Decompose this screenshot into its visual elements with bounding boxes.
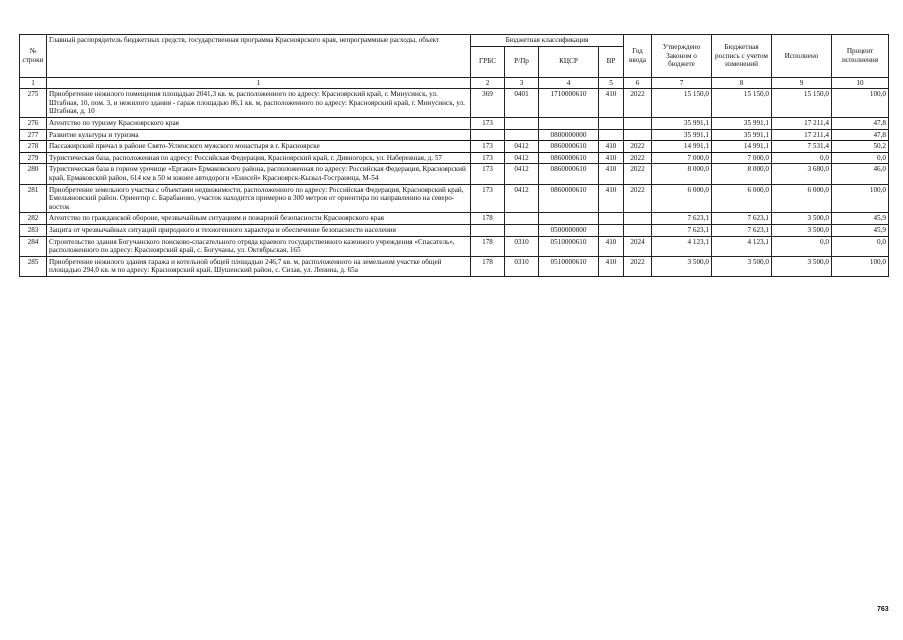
cell-rzpr bbox=[505, 117, 539, 129]
cell-year: 2022 bbox=[624, 141, 652, 153]
cell-grbs: 173 bbox=[471, 141, 505, 153]
cell-rzpr: 0310 bbox=[505, 236, 539, 256]
cell-approved: 7 000,0 bbox=[652, 152, 712, 164]
header-vr: ВР bbox=[599, 46, 624, 77]
cell-vr: 410 bbox=[599, 89, 624, 118]
column-number: 6 bbox=[624, 77, 652, 89]
cell-executed: 3 500,0 bbox=[772, 256, 832, 276]
cell-percent: 50,2 bbox=[832, 141, 889, 153]
cell-approved: 14 991,1 bbox=[652, 141, 712, 153]
cell-kcsr: 0860000610 bbox=[539, 141, 599, 153]
cell-executed: 17 211,4 bbox=[772, 117, 832, 129]
cell-kcsr: 0500000000 bbox=[539, 224, 599, 236]
cell-executed: 3 500,0 bbox=[772, 213, 832, 225]
cell-kcsr: 0860000610 bbox=[539, 184, 599, 213]
cell-rzpr: 0412 bbox=[505, 141, 539, 153]
cell-percent: 45,9 bbox=[832, 224, 889, 236]
cell-approved: 7 623,1 bbox=[652, 213, 712, 225]
cell-grbs: 173 bbox=[471, 152, 505, 164]
cell-percent: 100,0 bbox=[832, 184, 889, 213]
cell-year: 2022 bbox=[624, 164, 652, 184]
cell-percent: 100,0 bbox=[832, 256, 889, 276]
cell-vr bbox=[599, 224, 624, 236]
page-number: 763 bbox=[877, 606, 889, 613]
cell-grbs: 178 bbox=[471, 213, 505, 225]
cell-rzpr bbox=[505, 129, 539, 141]
cell-approved: 3 500,0 bbox=[652, 256, 712, 276]
cell-revised: 35 991,1 bbox=[712, 117, 772, 129]
cell-rzpr: 0412 bbox=[505, 184, 539, 213]
cell-vr: 410 bbox=[599, 164, 624, 184]
cell-kcsr: 0860000610 bbox=[539, 152, 599, 164]
cell-year bbox=[624, 117, 652, 129]
header-approved: Утверждено Законом о бюджете bbox=[652, 35, 712, 78]
cell-kcsr: 0800000000 bbox=[539, 129, 599, 141]
table-row bbox=[20, 256, 889, 276]
cell-kcsr bbox=[539, 213, 599, 225]
cell-revised: 35 991,1 bbox=[712, 129, 772, 141]
cell-description: Строительство здания Богучанского поисково-спасательного отряда краевого государственного казенного учреждения «Спасатель», расположенного по адресу: Красноярский край, с. Богучаны, ул. Октябрьская, 165 bbox=[47, 236, 471, 256]
cell-description: Приобретение нежилого помещения площадью 2041,3 кв. м, расположенного по адресу: Красноярский край, г. Минусинск, ул. Штабная, 10, пом. 3, и нежилого здания - гараж площадью 86,1 кв. м, расположенного по адресу: Красноярский край, г. Минусинск, ул. Штабная, д. 10 bbox=[47, 89, 471, 118]
cell-description: Защита от чрезвычайных ситуаций природного и техногенного характера и обеспечение безопасности населения bbox=[47, 224, 471, 236]
header-grbs: ГРБС bbox=[471, 46, 505, 77]
cell-description: Туристическая база, расположенная по адресу: Российская Федерация, Красноярский край, г. Дивногорск, ул. Набережная, д. 57 bbox=[47, 152, 471, 164]
header-classification: Бюджетная классификация bbox=[471, 35, 624, 47]
cell-approved: 35 991,1 bbox=[652, 129, 712, 141]
cell-vr: 410 bbox=[599, 184, 624, 213]
table-row bbox=[20, 141, 889, 153]
cell-year: 2022 bbox=[624, 256, 652, 276]
cell-description: Развитие культуры и туризма bbox=[47, 129, 471, 141]
cell-year: 2022 bbox=[624, 184, 652, 213]
cell-percent: 0,0 bbox=[832, 152, 889, 164]
cell-revised: 15 150,0 bbox=[712, 89, 772, 118]
cell-executed: 6 000,0 bbox=[772, 184, 832, 213]
cell-vr: 410 bbox=[599, 256, 624, 276]
cell-description: Приобретение нежилого здания гаража и котельной общей площадью 246,7 кв. м, расположенного на земельном участке общей площадью 294,0 кв. м по адресу: Красноярский край, Шушенский район, с. Сизая, ул. Ленина, д. 65а bbox=[47, 256, 471, 276]
cell-revised: 6 000,0 bbox=[712, 184, 772, 213]
cell-percent: 47,8 bbox=[832, 129, 889, 141]
cell-executed: 0,0 bbox=[772, 236, 832, 256]
cell-vr: 410 bbox=[599, 141, 624, 153]
cell-year bbox=[624, 129, 652, 141]
cell-percent: 100,0 bbox=[832, 89, 889, 118]
cell-grbs: 173 bbox=[471, 117, 505, 129]
cell-year: 2022 bbox=[624, 152, 652, 164]
column-number: 3 bbox=[505, 77, 539, 89]
cell-executed: 17 211,4 bbox=[772, 129, 832, 141]
cell-row-no: 277 bbox=[20, 129, 47, 141]
cell-revised: 7 000,0 bbox=[712, 152, 772, 164]
cell-row-no: 282 bbox=[20, 213, 47, 225]
cell-year: 2024 bbox=[624, 236, 652, 256]
cell-kcsr: 0510000610 bbox=[539, 236, 599, 256]
cell-percent: 0,0 bbox=[832, 236, 889, 256]
table-row bbox=[20, 213, 889, 225]
cell-year: 2022 bbox=[624, 89, 652, 118]
header-row-no: № строки bbox=[20, 35, 47, 78]
cell-executed: 15 150,0 bbox=[772, 89, 832, 118]
cell-row-no: 278 bbox=[20, 141, 47, 153]
cell-vr bbox=[599, 117, 624, 129]
column-number: 4 bbox=[539, 77, 599, 89]
column-number: 8 bbox=[712, 77, 772, 89]
cell-revised: 8 000,0 bbox=[712, 164, 772, 184]
cell-description: Приобретение земельного участка с объектами недвижимости, расположенного по адресу: Российская Федерация, Красноярский край, Емельяновский район. Ориентир с. Барабаново, участок находится примерно в 300 метров от ориентира по направлению на северо-восток bbox=[47, 184, 471, 213]
cell-grbs bbox=[471, 129, 505, 141]
cell-grbs: 173 bbox=[471, 164, 505, 184]
column-number: 5 bbox=[599, 77, 624, 89]
cell-vr bbox=[599, 213, 624, 225]
table-row bbox=[20, 164, 889, 184]
column-number: 1 bbox=[47, 77, 471, 89]
cell-revised: 14 991,1 bbox=[712, 141, 772, 153]
cell-percent: 45,9 bbox=[832, 213, 889, 225]
cell-row-no: 276 bbox=[20, 117, 47, 129]
table-row bbox=[20, 224, 889, 236]
cell-vr: 410 bbox=[599, 152, 624, 164]
cell-kcsr bbox=[539, 117, 599, 129]
cell-approved: 35 991,1 bbox=[652, 117, 712, 129]
cell-rzpr bbox=[505, 224, 539, 236]
column-number: 1 bbox=[20, 77, 47, 89]
cell-description: Пассажирский причал в районе Свято-Успенского мужского монастыря в г. Красноярске bbox=[47, 141, 471, 153]
header-percent: Процент исполнения bbox=[832, 35, 889, 78]
cell-vr bbox=[599, 129, 624, 141]
column-number: 2 bbox=[471, 77, 505, 89]
cell-description: Туристическая база в горном урочище «Ергаки» Ермаковского района, расположенная по адресу: Российская Федерация, Красноярский край, Ермаковский район, 614 км в 50 м южнее автодороги «Енисей» Красноярск-Кызыл-Госграница, М-54 bbox=[47, 164, 471, 184]
cell-revised: 7 623,1 bbox=[712, 213, 772, 225]
column-number: 9 bbox=[772, 77, 832, 89]
header-description: Главный распорядитель бюджетных средств, государственная программа Красноярского края, непрограммные расходы, объект bbox=[47, 35, 471, 78]
cell-revised: 7 623,1 bbox=[712, 224, 772, 236]
cell-vr: 410 bbox=[599, 236, 624, 256]
cell-revised: 4 123,1 bbox=[712, 236, 772, 256]
cell-row-no: 284 bbox=[20, 236, 47, 256]
table-row bbox=[20, 129, 889, 141]
budget-table bbox=[19, 34, 889, 277]
cell-row-no: 283 bbox=[20, 224, 47, 236]
header-rzpr: Р/Пр bbox=[505, 46, 539, 77]
cell-grbs: 178 bbox=[471, 236, 505, 256]
cell-grbs: 178 bbox=[471, 256, 505, 276]
table-row bbox=[20, 117, 889, 129]
header-year: Год ввода bbox=[624, 35, 652, 78]
table-row bbox=[20, 184, 889, 213]
column-number: 7 bbox=[652, 77, 712, 89]
cell-rzpr: 0412 bbox=[505, 152, 539, 164]
header-revised: Бюджетная роспись с учетом изменений bbox=[712, 35, 772, 78]
cell-executed: 0,0 bbox=[772, 152, 832, 164]
cell-row-no: 279 bbox=[20, 152, 47, 164]
table-row bbox=[20, 152, 889, 164]
cell-executed: 7 531,4 bbox=[772, 141, 832, 153]
cell-approved: 7 623,1 bbox=[652, 224, 712, 236]
table-row bbox=[20, 236, 889, 256]
cell-approved: 4 123,1 bbox=[652, 236, 712, 256]
header-executed: Исполнено bbox=[772, 35, 832, 78]
table-row bbox=[20, 89, 889, 118]
column-numbers-row bbox=[20, 77, 889, 89]
cell-executed: 3 500,0 bbox=[772, 224, 832, 236]
cell-rzpr: 0412 bbox=[505, 164, 539, 184]
cell-approved: 8 000,0 bbox=[652, 164, 712, 184]
cell-executed: 3 680,0 bbox=[772, 164, 832, 184]
cell-description: Агентство по гражданской обороне, чрезвычайным ситуациям и пожарной безопасности Красноярского края bbox=[47, 213, 471, 225]
cell-approved: 15 150,0 bbox=[652, 89, 712, 118]
cell-grbs bbox=[471, 224, 505, 236]
cell-percent: 46,0 bbox=[832, 164, 889, 184]
cell-kcsr: 1710000610 bbox=[539, 89, 599, 118]
cell-revised: 3 500,0 bbox=[712, 256, 772, 276]
column-number: 10 bbox=[832, 77, 889, 89]
cell-rzpr: 0401 bbox=[505, 89, 539, 118]
cell-percent: 47,8 bbox=[832, 117, 889, 129]
cell-row-no: 280 bbox=[20, 164, 47, 184]
table-body bbox=[20, 89, 889, 277]
cell-rzpr: 0310 bbox=[505, 256, 539, 276]
cell-approved: 6 000,0 bbox=[652, 184, 712, 213]
cell-year bbox=[624, 213, 652, 225]
header-kcsr: КЦСР bbox=[539, 46, 599, 77]
cell-kcsr: 0510000610 bbox=[539, 256, 599, 276]
cell-row-no: 285 bbox=[20, 256, 47, 276]
cell-rzpr bbox=[505, 213, 539, 225]
cell-row-no: 275 bbox=[20, 89, 47, 118]
cell-kcsr: 0860000610 bbox=[539, 164, 599, 184]
cell-description: Агентство по туризму Красноярского края bbox=[47, 117, 471, 129]
cell-year bbox=[624, 224, 652, 236]
cell-row-no: 281 bbox=[20, 184, 47, 213]
cell-grbs: 173 bbox=[471, 184, 505, 213]
cell-grbs: 369 bbox=[471, 89, 505, 118]
